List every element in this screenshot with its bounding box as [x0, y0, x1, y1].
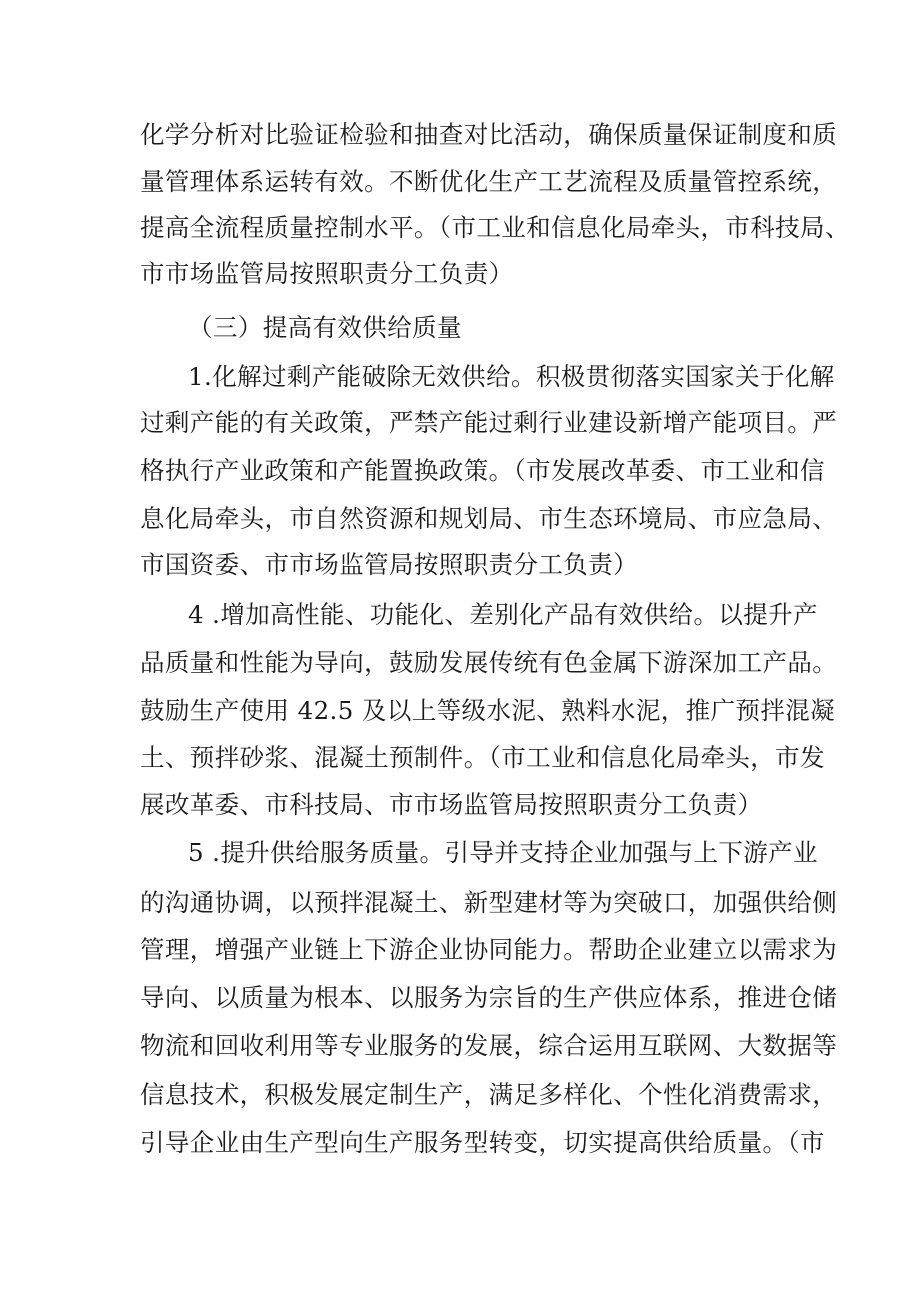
- text-line: 5 .提升供给服务质量。引导并支持企业加强与上下游产业: [188, 838, 818, 867]
- text-line: 格执行产业政策和产能置换政策。（市发展改革委、市工业和信: [140, 456, 825, 485]
- section-heading: （三）提高有效供给质量: [188, 313, 462, 342]
- text-line: 导向、以质量为根本、以服务为宗旨的生产供应体系，推进仓储: [140, 983, 838, 1012]
- text-line: 展改革委、市科技局、市市场监管局按照职责分工负责）: [140, 790, 763, 819]
- text-line: 市国资委、市市场监管局按照职责分工负责）: [140, 550, 638, 579]
- text-line: 市市场监管局按照职责分工负责）: [140, 259, 514, 288]
- text-line: 物流和回收利用等专业服务的发展，综合运用互联网、大数据等: [140, 1031, 838, 1060]
- text-line: 化学分析对比验证检验和抽查对比活动，确保质量保证制度和质: [140, 120, 838, 149]
- text-line: 过剩产能的有关政策，严禁产能过剩行业建设新增产能项目。严: [140, 408, 838, 437]
- text-line: 品质量和性能为导向，鼓励发展传统有色金属下游深加工产品。: [140, 648, 838, 677]
- text-line: 管理，增强产业链上下游企业协同能力。帮助企业建立以需求为: [140, 935, 838, 964]
- text-line: 鼓励生产使用 42.5 及以上等级水泥、熟料水泥，推广预拌混凝: [140, 696, 836, 725]
- text-line: 土、预拌砂浆、混凝土预制件。（市工业和信息化局牵头，市发: [140, 743, 825, 772]
- text-line: 量管理体系运转有效。不断优化生产工艺流程及质量管控系统，: [140, 167, 838, 196]
- text-line: 息化局牵头，市自然资源和规划局、市生态环境局、市应急局、: [140, 504, 838, 533]
- text-line: 4 .增加高性能、功能化、差别化产品有效供给。以提升产: [188, 600, 818, 629]
- text-line: 提高全流程质量控制水平。（市工业和信息化局牵头，市科技局、: [140, 213, 850, 242]
- text-line: 的沟通协调，以预拌混凝土、新型建材等为突破口，加强供给侧: [140, 888, 838, 917]
- text-line: 信息技术，积极发展定制生产，满足多样化、个性化消费需求，: [140, 1080, 838, 1109]
- text-line: 1.化解过剩产能破除无效供给。积极贯彻落实国家关于化解: [188, 362, 835, 391]
- text-line: 引导企业由生产型向生产服务型转变，切实提高供给质量。（市: [140, 1128, 825, 1157]
